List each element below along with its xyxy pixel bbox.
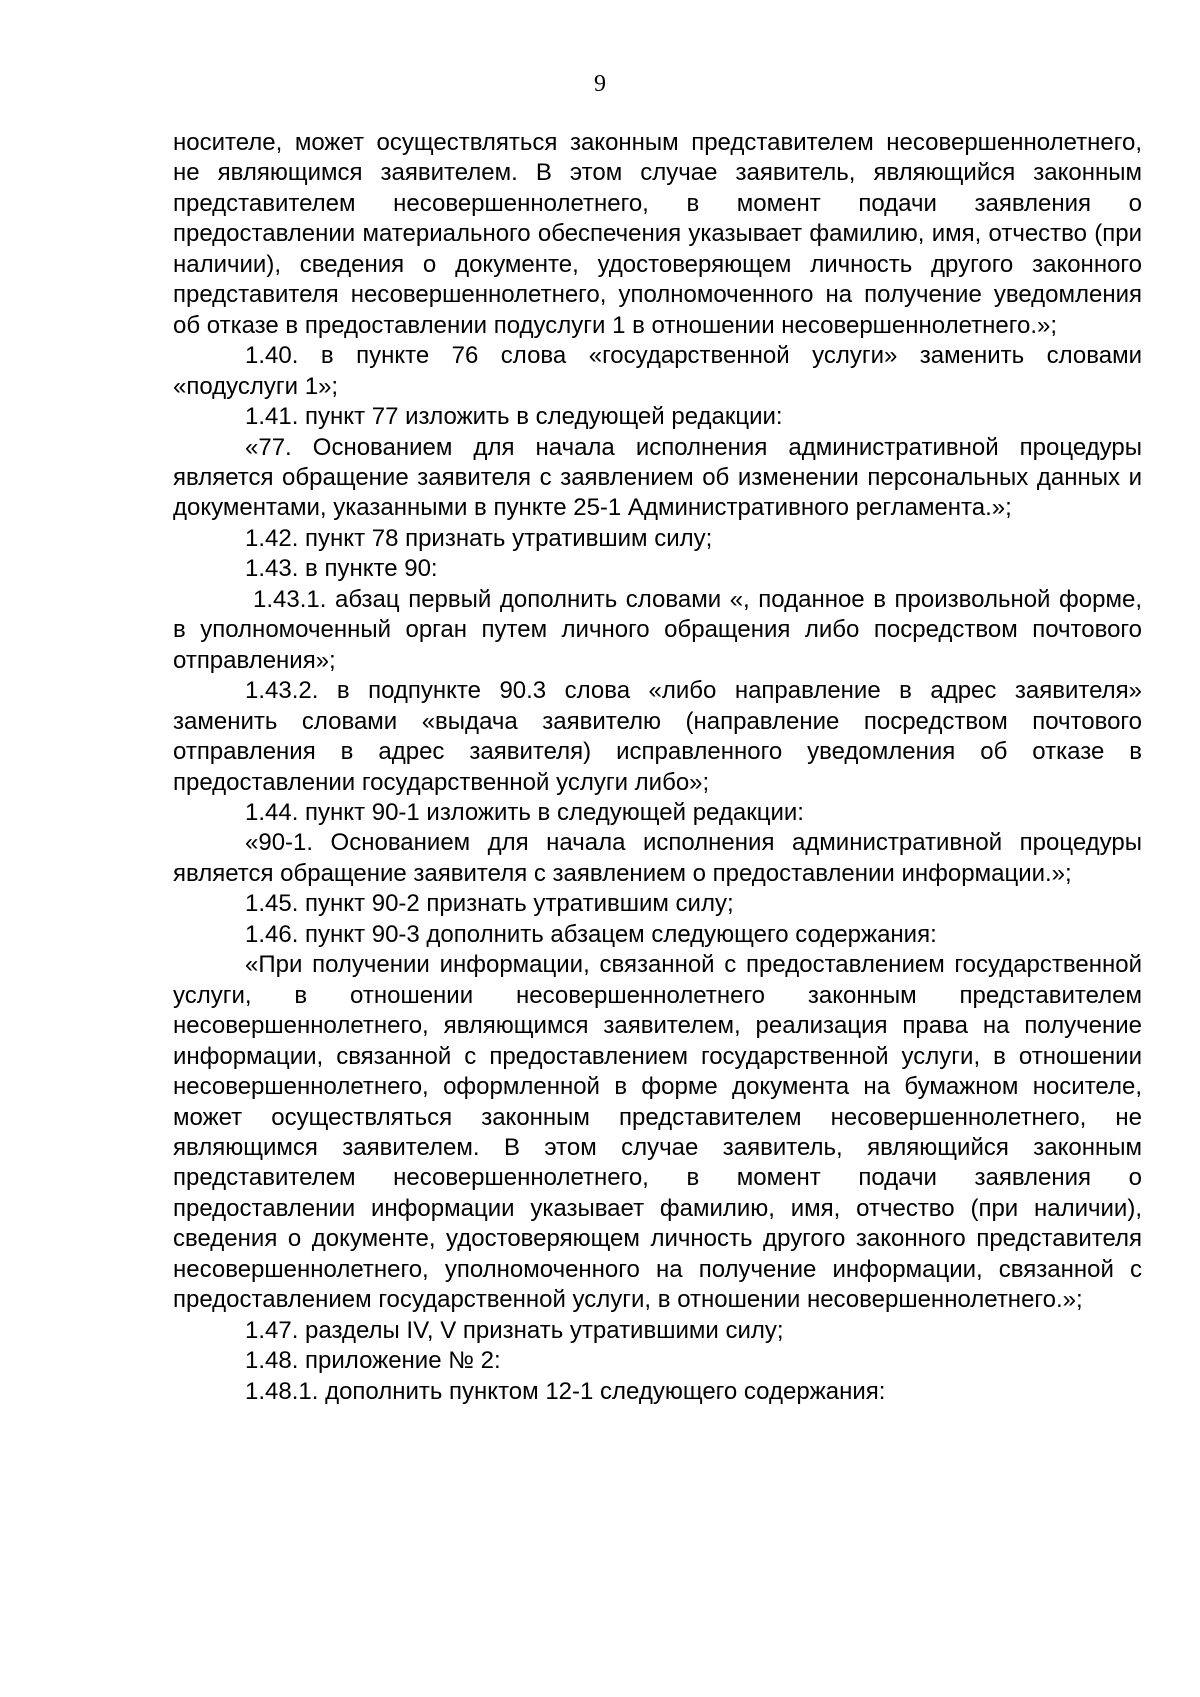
paragraph-quote-77: «77. Основанием для начала исполнения административной процедуры является обращение заявителя с заявлением об изменении персональных данных и документами, указанными в пункте 25-1 Административного регламента.»; [173,433,1142,522]
paragraph-item-1-43-2: 1.43.2. в подпункте 90.3 слова «либо направление в адрес заявителя» заменить словами «выдача заявителю (направление посредством почтового отправления в адрес заявителя) исправленного уведомления об отказе в предоставлении государственной услуги либо»; [173,677,1142,796]
paragraph-continuation: носителе, может осуществляться законным представителем несовершеннолетнего, не являющимся заявителем. В этом случае заявитель, являющийся законным представителем несовершеннолетнего, в момент подачи заявления о предоставлении материального обеспечения указывает фамилию, имя, отчество (при наличии), сведения о документе, удостоверяющем личность другого законного представителя несовершеннолетнего, уполномоченного на получение уведомления об отказе в предоставлении подуслуги 1 в отношении несовершеннолетнего.»; [173,129,1142,339]
paragraph-item-1-43-1: 1.43.1. абзац первый дополнить словами «, поданное в произвольной форме, в уполномоченный орган путем личного обращения либо посредством почтового отправления»; [173,585,1142,674]
paragraph-quote-90-3: «При получении информации, связанной с предоставлением государственной услуги, в отношении несовершеннолетнего законным представителем несовершеннолетнего, являющимся заявителем, реализация права на получение информации, связанной с предоставлением государственной услуги, в отношении несовершеннолетнего, оформленной в форме документа на бумажном носителе, может осуществляться законным представителем несовершеннолетнего, не являющимся заявителем. В этом случае заявитель, являющийся законным представителем несовершеннолетнего, в момент подачи заявления о предоставлении информации указывает фамилию, имя, отчество (при наличии), сведения о документе, удостоверяющем личность другого законного представителя несовершеннолетнего, уполномоченного на получение информации, связанной с предоставлением государственной услуги, в отношении несовершеннолетнего.»; [173,951,1142,1314]
paragraph-item-1-46: 1.46. пункт 90-3 дополнить абзацем следующего содержания: [245,920,937,948]
paragraph-item-1-48: 1.48. приложение № 2: [245,1347,501,1375]
page-number: 9 [594,71,606,97]
paragraph-item-1-48-1: 1.48.1. дополнить пунктом 12-1 следующего содержания: [245,1377,886,1405]
paragraph-quote-90-1: «90-1. Основанием для начала исполнения административной процедуры является обращение заявителя с заявлением о предоставлении информации.»; [173,829,1142,887]
paragraph-item-1-47: 1.47. разделы IV, V признать утратившими силу; [245,1316,784,1344]
paragraph-item-1-40: 1.40. в пункте 76 слова «государственной услуги» заменить словами «подуслуги 1»; [173,342,1142,400]
paragraph-item-1-41: 1.41. пункт 77 изложить в следующей редакции: [245,403,783,431]
paragraph-item-1-45: 1.45. пункт 90-2 признать утратившим силу; [245,890,734,918]
paragraph-item-1-42: 1.42. пункт 78 признать утратившим силу; [245,524,713,552]
document-body [173,128,1142,1407]
paragraph-item-1-44: 1.44. пункт 90-1 изложить в следующей редакции: [245,798,804,826]
paragraph-item-1-43: 1.43. в пункте 90: [245,555,438,583]
